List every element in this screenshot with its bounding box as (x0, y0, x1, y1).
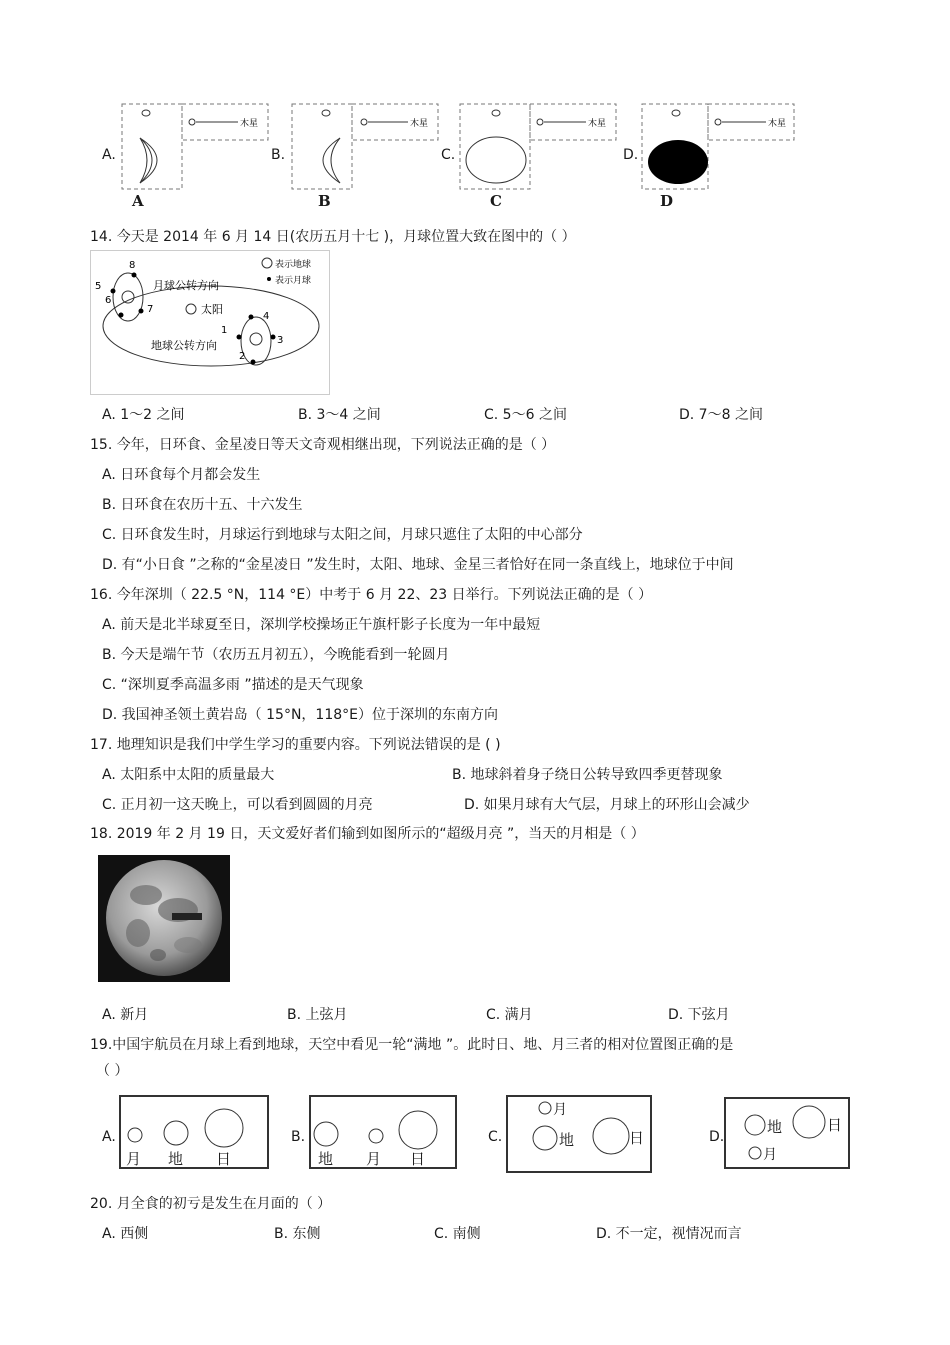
q19-option-b-label: B. (291, 1129, 306, 1145)
q13-figure-d (638, 100, 798, 212)
svg-text:6: 6 (105, 295, 112, 306)
q20-option-a: A. 西侧 (102, 1226, 149, 1242)
q17-stem: 17. 地理知识是我们中学生学习的重要内容。下列说法错误的是 ( ) (90, 737, 501, 753)
q18-supermoon-photo (98, 855, 230, 982)
q19-figure-c: 月 地 日 (505, 1094, 653, 1174)
q16-stem: 16. 今年深圳（ 22.5 °N，114 °E）中考于 6 月 22、23 日举行。下列说法正确的是（ ） (90, 587, 653, 603)
q13-option-b-label: B. (271, 147, 286, 163)
q19-figure-d: 地 日 月 (723, 1094, 851, 1170)
q18-option-a: A. 新月 (102, 1007, 149, 1023)
q19-stem: 19.中国宇航员在月球上看到地球，天空中看见一轮“满地 ”。此时日、地、月三者的相对位置图正确的是 (90, 1037, 734, 1053)
q16-option-d: D. 我国神圣领土黄岩岛（ 15°N，118°E）位于深圳的东南方向 (102, 707, 498, 723)
q14-option-c: C. 5～6 之间 (484, 407, 567, 423)
svg-text:7: 7 (147, 304, 154, 315)
q19-option-d-label: D. (709, 1129, 725, 1145)
q20-stem: 20. 月全食的初亏是发生在月面的（ ） (90, 1196, 332, 1212)
q15-stem: 15. 今年，日环食、金星凌日等天文奇观相继出现，下列说法正确的是（ ） (90, 437, 556, 453)
q14-option-a: A. 1～2 之间 (102, 407, 185, 423)
q17-option-d: D. 如果月球有大气层，月球上的环形山会减少 (464, 797, 750, 813)
q13-jupiter-label: 木星 (768, 119, 787, 129)
q13-caption-a: A (132, 192, 144, 210)
q17-option-c: C. 正月初一这天晚上，可以看到圆圆的月亮 (102, 797, 373, 813)
q15-option-a: A. 日环食每个月都会发生 (102, 467, 261, 483)
svg-text:8: 8 (129, 260, 136, 271)
q14-legend-moon: 表示月球 (275, 276, 312, 286)
q19-option-a-label: A. (102, 1129, 116, 1145)
svg-text:5: 5 (95, 281, 102, 292)
q19-figure-a: 月 地 日 (118, 1094, 270, 1170)
q13-jupiter-label: 木星 (410, 119, 429, 129)
q13-option-d-label: D. (623, 147, 639, 163)
q13-jupiter-label: 木星 (240, 119, 259, 129)
q19-option-c-label: C. (488, 1129, 503, 1145)
q14-stem: 14. 今天是 2014 年 6 月 14 日(农历五月十七 )，月球位置大致在图中的（ ） (90, 229, 576, 245)
q16-option-b: B. 今天是端午节（农历五月初五），今晚能看到一轮圆月 (102, 647, 450, 663)
q14-moon-orbit-label: 月球公转方向 (153, 279, 219, 292)
q15-option-b: B. 日环食在农历十五、十六发生 (102, 497, 303, 513)
q13-jupiter-label: 木星 (588, 119, 607, 129)
q15-option-c: C. 日环食发生时，月球运行到地球与太阳之间，月球只遮住了太阳的中心部分 (102, 527, 583, 543)
svg-text:3: 3 (277, 335, 284, 346)
q15-option-d: D. 有“小日食 ”之称的“金星凌日 ”发生时，太阳、地球、金星三者恰好在同一条直线上，地球位于中间 (102, 557, 734, 573)
q13-caption-c: C (490, 192, 502, 210)
q18-option-b: B. 上弦月 (287, 1007, 348, 1023)
svg-text:2: 2 (239, 351, 246, 362)
q13-figure-a (118, 100, 270, 212)
q19-figure-b: 地 月 日 (308, 1094, 458, 1170)
q14-sun-label: 太阳 (201, 303, 223, 316)
q18-option-d: D. 下弦月 (668, 1007, 730, 1023)
q20-option-b: B. 东侧 (274, 1226, 321, 1242)
q20-option-d: D. 不一定，视情况而言 (596, 1226, 742, 1242)
q13-figure-b (288, 100, 440, 212)
q19-answer-blank: （ ） (96, 1063, 129, 1079)
svg-text:1: 1 (221, 325, 228, 336)
q16-option-c: C. “深圳夏季高温多雨 ”描述的是天气现象 (102, 677, 364, 693)
q14-orbit-diagram (90, 250, 330, 395)
q16-option-a: A. 前天是北半球夏至日，深圳学校操场正午旗杆影子长度为一年中最短 (102, 617, 541, 633)
q20-option-c: C. 南侧 (434, 1226, 481, 1242)
q14-earth-orbit-label: 地球公转方向 (151, 339, 217, 352)
q14-option-b: B. 3～4 之间 (298, 407, 381, 423)
svg-text:4: 4 (263, 311, 270, 322)
q13-option-c-label: C. (441, 147, 456, 163)
q18-option-c: C. 满月 (486, 1007, 533, 1023)
q18-stem: 18. 2019 年 2 月 19 日，天文爱好者们输到如图所示的“超级月亮 ”，当天的月相是（ ） (90, 826, 645, 842)
q13-caption-b: B (318, 192, 331, 210)
q14-option-d: D. 7～8 之间 (679, 407, 763, 423)
q13-caption-d: D (660, 192, 674, 210)
q13-option-a-label: A. (102, 147, 116, 163)
q17-option-b: B. 地球斜着身子绕日公转导致四季更替现象 (452, 767, 723, 783)
q17-option-a: A. 太阳系中太阳的质量最大 (102, 767, 275, 783)
q14-legend-earth: 表示地球 (275, 260, 312, 270)
q13-figure-c (456, 100, 618, 212)
